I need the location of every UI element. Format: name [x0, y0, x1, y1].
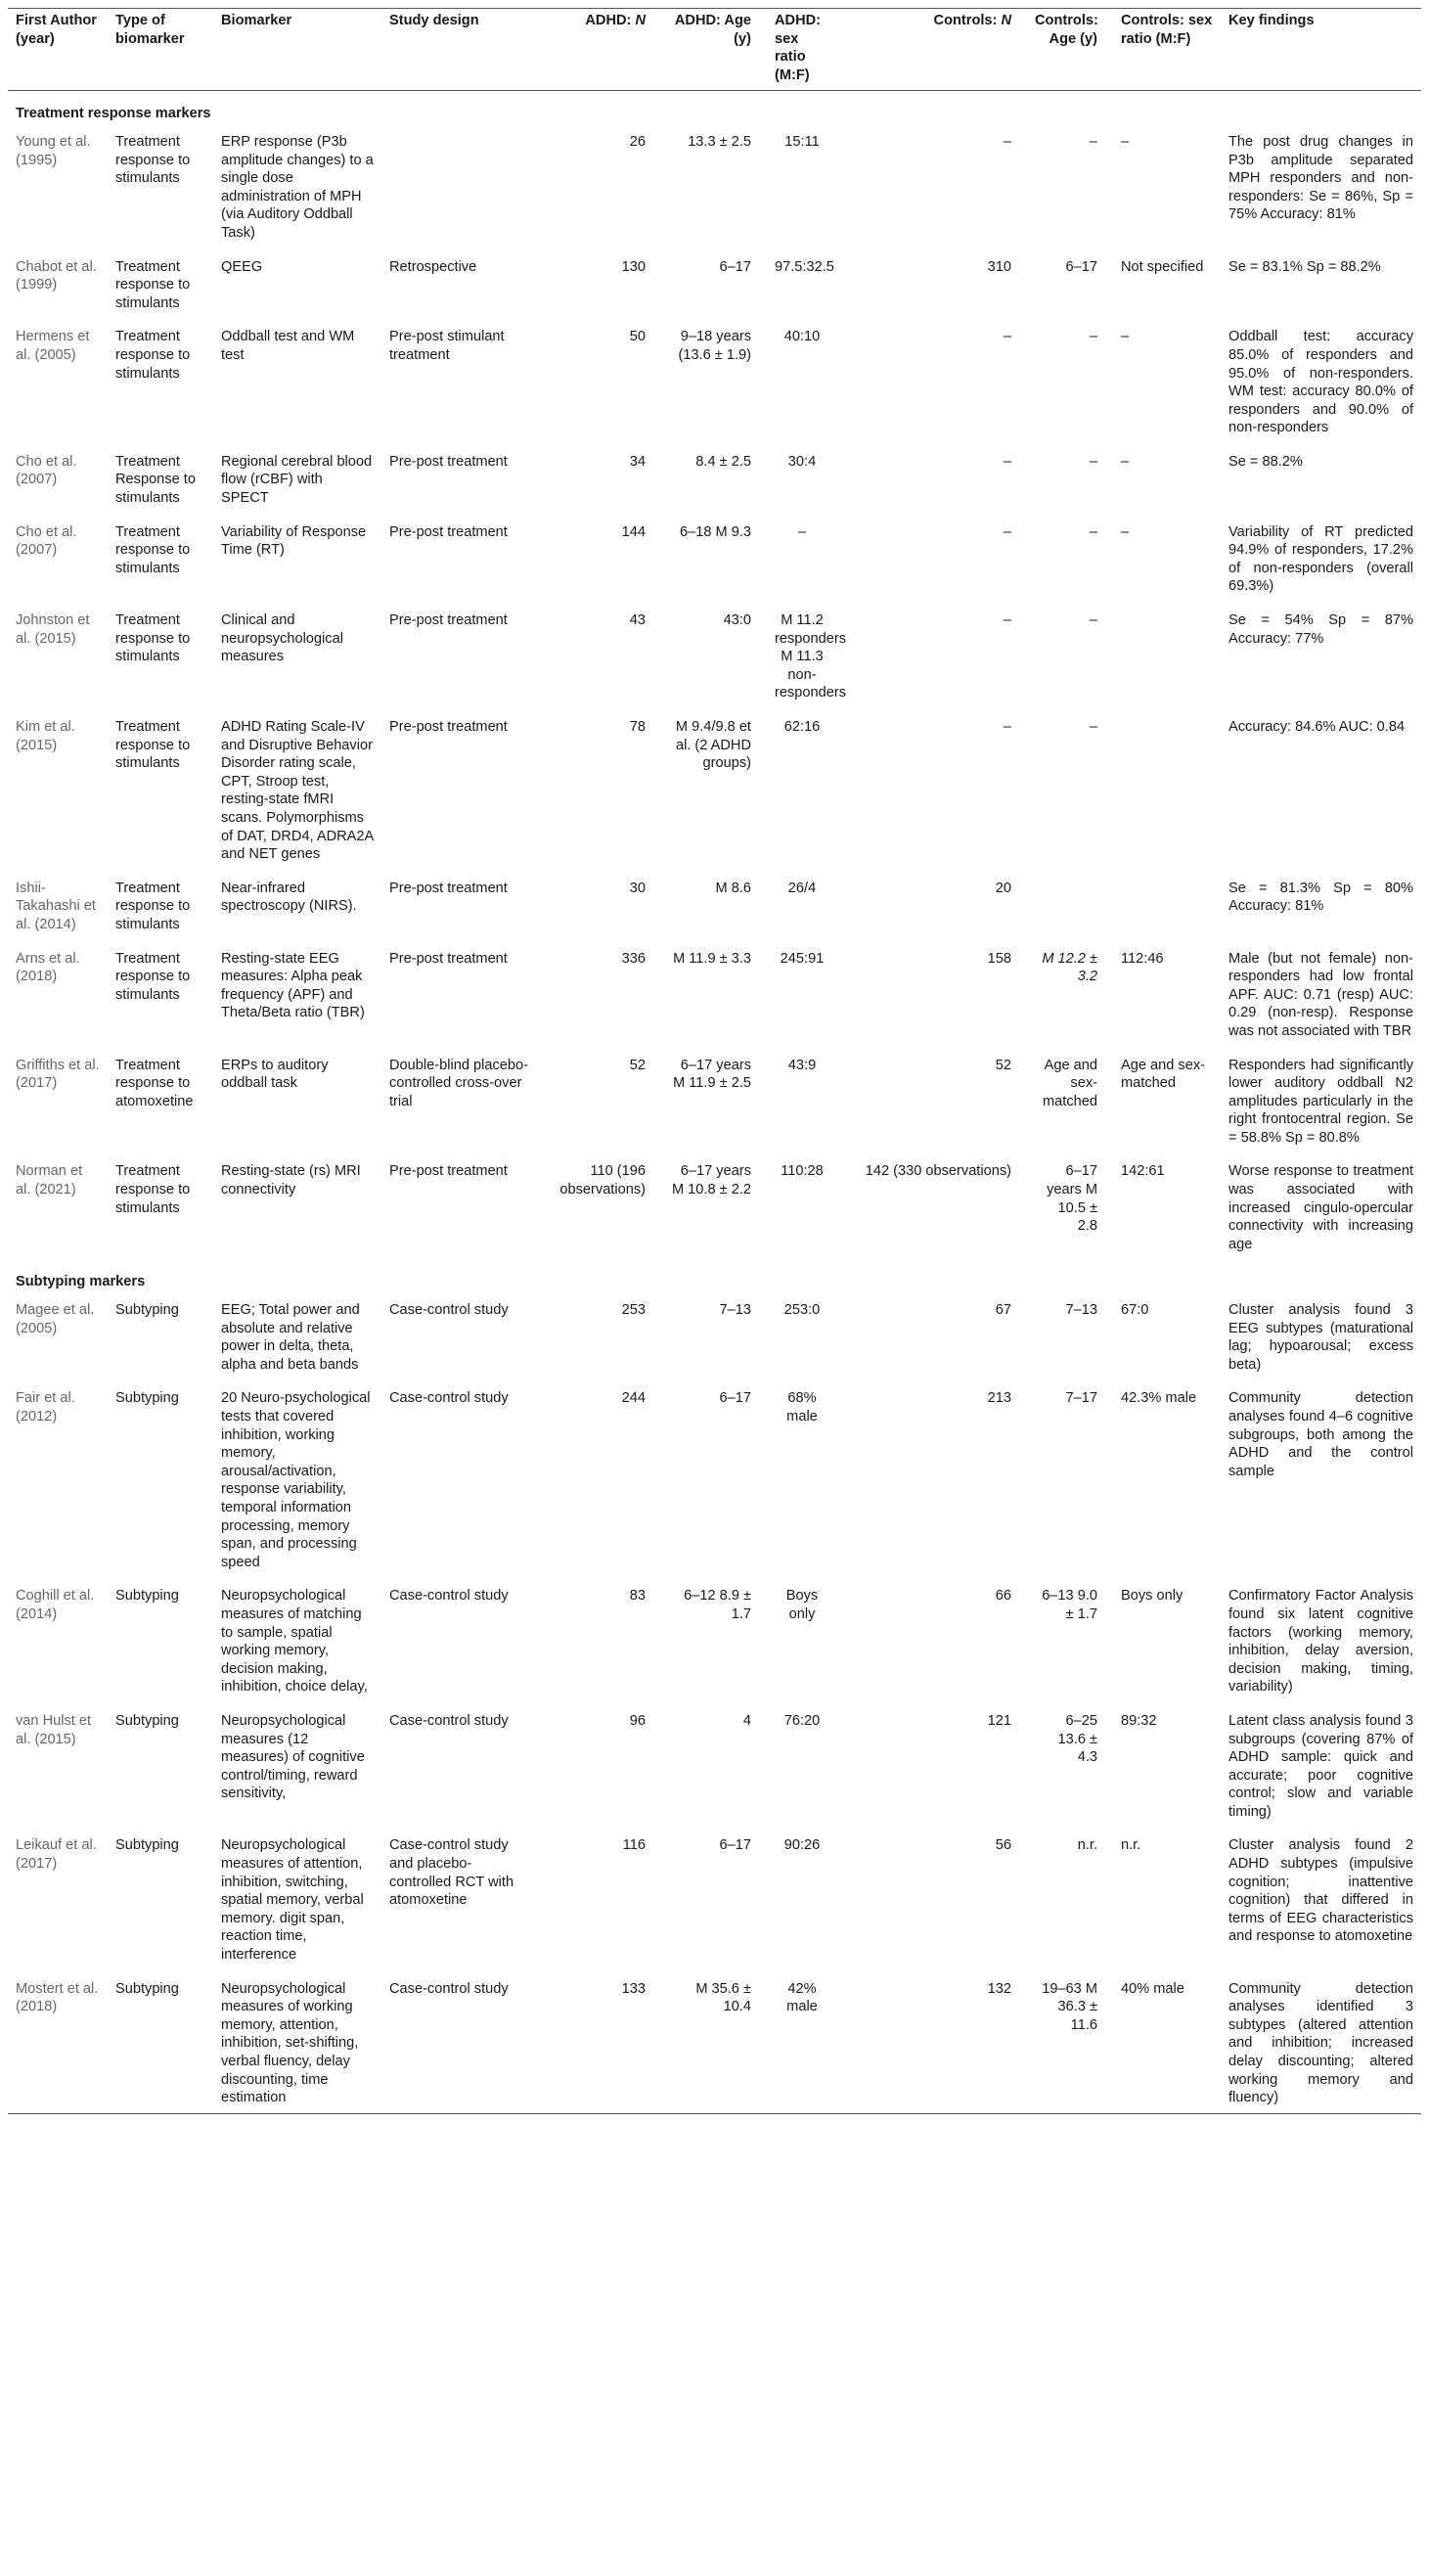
cell-biomarker: Neuropsychological measures of working memory, attention, inhibition, set-shifting, verbal fluency, delay discounting, time estimation: [213, 1970, 381, 2114]
cell-author: Arns et al. (2018): [16, 950, 80, 985]
table-row: [8, 870, 1421, 940]
cell-type: Treatment response to stimulants: [115, 1163, 191, 1216]
cell-findings: Oddball test: accuracy 85.0% of responders and 95.0% of non-responders. WM test: accuracy 80.0% of responders and 90.0% of non-responders: [1228, 329, 1413, 436]
cell-type: Treatment Response to stimulants: [115, 453, 196, 507]
cell-ctrl-age: –: [1089, 329, 1097, 345]
cell-ctrl-n: –: [1003, 133, 1011, 150]
cell-adhd-age: 9–18 years (13.6 ± 1.9): [678, 329, 751, 363]
cell-type: Treatment response to atomoxetine: [115, 1057, 194, 1109]
table-row: [8, 940, 1421, 1047]
cell-ctrl-sex: 40% male: [1113, 1970, 1221, 2114]
cell-ctrl-n: 56: [995, 1837, 1011, 1854]
header-type: Type of biomarker: [108, 9, 213, 91]
cell-adhd-age: 6–17: [719, 258, 751, 275]
cell-findings: Se = 83.1% Sp = 88.2%: [1228, 258, 1381, 275]
cell-ctrl-age: [1027, 870, 1113, 940]
cell-ctrl-age: –: [1089, 133, 1097, 150]
cell-ctrl-n: 66: [995, 1588, 1011, 1604]
cell-type: Treatment response to stimulants: [115, 950, 191, 1003]
header-ctrl-sex: Controls: sex ratio (M:F): [1113, 9, 1221, 91]
cell-author: Kim et al. (2015): [16, 719, 75, 753]
cell-adhd-sex: 40:10: [783, 329, 821, 345]
cell-ctrl-sex: –: [1121, 453, 1130, 470]
cell-adhd-n: 34: [629, 453, 646, 470]
cell-ctrl-age: –: [1089, 612, 1097, 629]
cell-adhd-age: 6–17: [719, 1390, 751, 1407]
cell-adhd-age: 6–17 years M 10.8 ± 2.2: [671, 1163, 751, 1198]
cell-ctrl-age: 7–17: [1065, 1390, 1097, 1407]
cell-biomarker: 20 Neuro-psychological tests that covered inhibition, working memory, arousal/activation, response variability, temporal information processing, memory span, and processing speed: [221, 1390, 371, 1570]
cell-adhd-sex: 253:0: [783, 1302, 821, 1319]
table-row: [8, 1291, 1421, 1379]
cell-author: Young et al. (1995): [16, 133, 91, 168]
cell-type: Subtyping: [108, 1970, 213, 2114]
header-adhd-age: ADHD: Age (y): [661, 9, 767, 91]
cell-design: Case-control study: [389, 1588, 509, 1604]
cell-author: Leikauf et al. (2017): [16, 1837, 97, 1873]
header-ctrl-age: Controls: Age (y): [1027, 9, 1113, 91]
cell-type: Treatment response to stimulants: [115, 719, 191, 772]
cell-adhd-sex: 43:9: [787, 1057, 817, 1073]
cell-design: Case-control study: [389, 1712, 509, 1729]
cell-adhd-sex: 68% male: [786, 1390, 818, 1424]
cell-ctrl-age: –: [1089, 523, 1097, 540]
cell-ctrl-sex: –: [1121, 523, 1130, 540]
cell-adhd-age: 43:0: [723, 612, 751, 629]
cell-findings: Accuracy: 84.6% AUC: 0.84: [1228, 719, 1406, 735]
cell-ctrl-n: –: [1003, 719, 1011, 735]
cell-adhd-n: 50: [629, 329, 646, 345]
cell-ctrl-age: M 12.2 ± 3.2: [1042, 950, 1097, 985]
cell-design: Pre-post treatment: [389, 453, 508, 470]
cell-ctrl-n: –: [1003, 453, 1011, 470]
cell-ctrl-sex: Not specified: [1121, 258, 1204, 275]
section-heading-row: [8, 1259, 1421, 1291]
cell-adhd-sex: 76:20: [783, 1712, 821, 1729]
cell-adhd-n: 253: [621, 1302, 646, 1319]
cell-ctrl-sex: [1113, 870, 1221, 940]
table-row: [8, 1152, 1421, 1259]
header-author: First Author (year): [8, 9, 108, 91]
cell-design: Case-control study: [381, 1970, 536, 2114]
cell-ctrl-n: 142 (330 observations): [865, 1163, 1011, 1180]
cell-adhd-sex: 110:28: [781, 1163, 824, 1180]
cell-ctrl-n: 132: [837, 1970, 1027, 2114]
cell-adhd-n: 110 (196 observations): [559, 1163, 646, 1198]
section-heading: Subtyping markers: [16, 1274, 146, 1290]
cell-biomarker: Resting-state (rs) MRI connectivity: [221, 1163, 361, 1198]
cell-adhd-n: 133: [536, 1970, 661, 2114]
table-row: [8, 1047, 1421, 1153]
cell-ctrl-n: 121: [987, 1712, 1011, 1729]
cell-adhd-n: 144: [621, 523, 646, 540]
cell-biomarker: Neuropsychological measures (12 measures) of cognitive control/timing, reward sensitivity,: [221, 1712, 365, 1802]
cell-design: Double-blind placebo-controlled cross-over trial: [389, 1057, 528, 1109]
cell-type: Treatment response to stimulants: [115, 612, 191, 665]
cell-adhd-n: 83: [629, 1588, 646, 1604]
cell-adhd-n: 336: [621, 950, 646, 967]
cell-author: Cho et al. (2007): [16, 453, 77, 488]
cell-adhd-age: M 8.6: [715, 880, 751, 896]
table-row: [8, 1970, 1421, 2114]
cell-design: Pre-post treatment: [389, 1163, 508, 1180]
cell-author: Magee et al. (2005): [16, 1302, 95, 1336]
table-row: [8, 1702, 1421, 1828]
table-row: [8, 1827, 1421, 1969]
cell-adhd-age: M 35.6 ± 10.4: [661, 1970, 767, 2114]
cell-adhd-n: 43: [629, 612, 646, 629]
cell-author: Griffiths et al. (2017): [16, 1057, 100, 1092]
cell-type: Treatment response to stimulants: [115, 258, 191, 311]
cell-author: van Hulst et al. (2015): [16, 1712, 92, 1747]
cell-adhd-n: 96: [629, 1712, 646, 1729]
header-adhd-sex: ADHD: sex ratio (M:F): [767, 9, 837, 91]
cell-ctrl-n: 67: [995, 1302, 1011, 1319]
cell-type: Subtyping: [115, 1302, 179, 1319]
cell-design: Pre-post treatment: [389, 950, 508, 967]
cell-findings: Confirmatory Factor Analysis found six latent cognitive factors (working memory, inhibition, delay aversion, decision making, timing, variability): [1228, 1588, 1413, 1695]
header-biomarker: Biomarker: [213, 9, 381, 91]
cell-biomarker: Resting-state EEG measures: Alpha peak frequency (APF) and Theta/Beta ratio (TBR): [221, 950, 365, 1021]
cell-adhd-n: 30: [629, 880, 646, 896]
cell-ctrl-n: 213: [987, 1390, 1011, 1407]
cell-adhd-n: 244: [621, 1390, 646, 1407]
table-row: [8, 1379, 1421, 1577]
cell-biomarker: Neuropsychological measures of attention, inhibition, switching, spatial memory, verbal memory. digit span, reaction time, interference: [221, 1837, 364, 1964]
cell-ctrl-n: 158: [987, 950, 1011, 967]
cell-findings: Cluster analysis found 2 ADHD subtypes (impulsive cognition; inattentive cognition) that differed in terms of EEG characteristics and response to atomoxetine: [1228, 1837, 1413, 1945]
cell-author: Mostert et al. (2018): [8, 1970, 108, 2114]
cell-biomarker: ERPs to auditory oddball task: [221, 1057, 329, 1092]
cell-design: Pre-post stimulant treatment: [389, 329, 505, 363]
cell-biomarker: Regional cerebral blood flow (rCBF) with SPECT: [221, 453, 373, 507]
cell-ctrl-sex: 67:0: [1121, 1302, 1149, 1319]
cell-biomarker: ERP response (P3b amplitude changes) to a single dose administration of MPH (via Auditory Oddball Task): [221, 133, 374, 241]
biomarker-table: [8, 8, 1421, 2114]
cell-type: Subtyping: [115, 1390, 179, 1407]
cell-biomarker: ADHD Rating Scale-IV and Disruptive Behavior Disorder rating scale, CPT, Stroop test, resting-state fMRI scans. Polymorphisms of DAT, DRD4, ADRA2A and NET genes: [221, 719, 374, 863]
cell-biomarker: Oddball test and WM test: [221, 329, 355, 363]
table-body: [8, 91, 1421, 2113]
cell-findings: Community detection analyses found 4–6 cognitive subgroups, both among the ADHD and the control sample: [1228, 1390, 1413, 1479]
cell-ctrl-sex: n.r.: [1121, 1837, 1141, 1854]
cell-type: Subtyping: [115, 1837, 179, 1854]
cell-design: Pre-post treatment: [389, 612, 508, 629]
cell-adhd-sex: 62:16: [783, 719, 821, 735]
cell-adhd-n: 116: [622, 1837, 646, 1854]
cell-adhd-age: 8.4 ± 2.5: [695, 453, 751, 470]
cell-findings: Se = 54% Sp = 87% Accuracy: 77%: [1228, 612, 1413, 647]
cell-findings: Cluster analysis found 3 EEG subtypes (maturational lag; hypoarousal; excess beta): [1228, 1302, 1413, 1373]
cell-author: Chabot et al. (1999): [16, 258, 97, 294]
cell-ctrl-sex: Boys only: [1121, 1588, 1183, 1604]
cell-findings: Worse response to treatment was associated with increased cingulo-opercular connectivity with increasing age: [1228, 1163, 1413, 1252]
cell-findings: Community detection analyses identified 3 subtypes (altered attention and inhibition; increased delay discounting; altered working memory and fluency): [1221, 1970, 1421, 2114]
cell-author: Ishii-Takahashi et al. (2014): [16, 880, 96, 932]
cell-ctrl-age: 6–13 9.0 ± 1.7: [1042, 1588, 1097, 1622]
cell-ctrl-sex: 112:46: [1121, 950, 1164, 967]
cell-adhd-sex: 97.5:32.5: [775, 258, 834, 275]
cell-ctrl-age: 6–25 13.6 ± 4.3: [1057, 1712, 1097, 1766]
cell-adhd-age: M 9.4/9.8 et al. (2 ADHD groups): [675, 719, 751, 772]
cell-adhd-age: 6–17: [719, 1837, 751, 1854]
cell-adhd-n: 26: [629, 133, 646, 150]
cell-findings: Male (but not female) non-responders had low frontal APF. AUC: 0.71 (resp) AUC: 0.29 (non-resp). Response was not associated with TBR: [1228, 950, 1413, 1039]
cell-adhd-n: 130: [621, 258, 646, 275]
cell-ctrl-n: –: [1003, 523, 1011, 540]
cell-ctrl-sex: 142:61: [1121, 1163, 1165, 1180]
table-row: [8, 443, 1421, 514]
cell-adhd-age: 13.3 ± 2.5: [688, 133, 751, 150]
cell-ctrl-sex: 89:32: [1121, 1712, 1157, 1729]
cell-ctrl-n: 310: [987, 258, 1011, 275]
header-row: [8, 9, 1421, 91]
cell-design: Case-control study: [389, 1390, 509, 1407]
cell-author: Norman et al. (2021): [16, 1163, 83, 1198]
cell-findings: Se = 88.2%: [1228, 453, 1303, 470]
section-heading-row: [8, 91, 1421, 123]
cell-adhd-sex: 245:91: [780, 950, 825, 967]
cell-adhd-sex: 30:4: [787, 453, 817, 470]
cell-biomarker: EEG; Total power and absolute and relative power in delta, theta, alpha and beta bands: [221, 1302, 360, 1373]
header-adhd-n: ADHD: N: [536, 9, 661, 91]
table-row: [8, 1577, 1421, 1702]
cell-adhd-n: 78: [629, 719, 646, 735]
cell-author: Hermens et al. (2005): [16, 329, 90, 363]
table-row: [8, 318, 1421, 443]
cell-adhd-sex: 26/4: [787, 880, 817, 896]
cell-ctrl-age: Age and sex-matched: [1043, 1057, 1097, 1109]
cell-ctrl-sex: [1113, 708, 1221, 870]
cell-type: Treatment response to stimulants: [115, 880, 191, 932]
cell-findings: Latent class analysis found 3 subgroups (covering 87% of ADHD sample: quick and accurate; poor cognitive control; slow and variable timing): [1228, 1712, 1413, 1820]
cell-design: Pre-post treatment: [389, 880, 508, 896]
cell-biomarker: Near-infrared spectroscopy (NIRS).: [221, 880, 357, 915]
cell-adhd-sex: 42% male: [767, 1970, 837, 2114]
cell-adhd-sex: –: [797, 523, 807, 540]
cell-adhd-age: 6–12 8.9 ± 1.7: [684, 1588, 751, 1622]
cell-ctrl-sex: –: [1121, 133, 1130, 150]
cell-findings: The post drug changes in P3b amplitude separated MPH responders and non-responders: Se = 86%, Sp = 75% Accuracy: 81%: [1228, 133, 1413, 223]
cell-adhd-age: 6–17 years M 11.9 ± 2.5: [673, 1057, 751, 1092]
table-row: [8, 123, 1421, 249]
header-ctrl-n: Controls: N: [837, 9, 1027, 91]
cell-adhd-n: 52: [629, 1057, 646, 1073]
header-findings: Key findings: [1221, 9, 1421, 91]
cell-author: Cho et al. (2007): [16, 523, 77, 559]
cell-ctrl-age: –: [1089, 719, 1097, 735]
cell-adhd-sex: M 11.2 responders M 11.3 non-responders: [775, 612, 847, 701]
cell-ctrl-n: 52: [995, 1057, 1011, 1073]
cell-ctrl-sex: 42.3% male: [1121, 1390, 1197, 1407]
cell-author: Fair et al. (2012): [16, 1390, 75, 1424]
cell-adhd-age: 4: [742, 1712, 751, 1729]
cell-ctrl-sex: [1113, 602, 1221, 708]
cell-biomarker: Variability of Response Time (RT): [221, 523, 367, 559]
cell-ctrl-age: 6–17 years M 10.5 ± 2.8: [1047, 1163, 1097, 1235]
cell-design: Case-control study and placebo-controlled RCT with atomoxetine: [389, 1837, 514, 1909]
cell-adhd-age: M 11.9 ± 3.3: [673, 950, 751, 967]
cell-adhd-sex: 15:11: [784, 133, 820, 150]
cell-ctrl-sex: –: [1121, 329, 1130, 345]
cell-ctrl-age: 7–13: [1065, 1302, 1097, 1319]
cell-design: Retrospective: [389, 258, 477, 275]
cell-ctrl-age: 6–17: [1065, 258, 1097, 275]
cell-biomarker: Neuropsychological measures of matching to sample, spatial working memory, decision making, inhibition, choice delay,: [221, 1588, 368, 1695]
cell-ctrl-age: –: [1089, 453, 1097, 470]
cell-ctrl-sex: Age and sex-matched: [1121, 1057, 1205, 1092]
header-design: Study design: [381, 9, 536, 91]
cell-biomarker: QEEG: [221, 258, 263, 275]
cell-design: Case-control study: [389, 1302, 509, 1319]
cell-type: Treatment response to stimulants: [115, 329, 191, 382]
table-row: [8, 708, 1421, 870]
cell-design: [381, 123, 536, 249]
cell-findings: Responders had significantly lower auditory oddball N2 amplitudes particularly in the right frontocentral region. Se = 58.8% Sp = 80.8%: [1228, 1057, 1413, 1146]
cell-design: Pre-post treatment: [389, 523, 508, 540]
cell-ctrl-n: –: [1003, 612, 1011, 629]
cell-adhd-sex: 90:26: [783, 1837, 821, 1854]
cell-type: Subtyping: [115, 1712, 179, 1729]
cell-type: Subtyping: [115, 1588, 179, 1604]
cell-design: Pre-post treatment: [389, 719, 508, 735]
cell-ctrl-n: –: [1003, 329, 1011, 345]
cell-findings: Se = 81.3% Sp = 80% Accuracy: 81%: [1228, 880, 1413, 915]
cell-type: Treatment response to stimulants: [115, 523, 191, 576]
table-row: [8, 514, 1421, 602]
section-heading: Treatment response markers: [16, 106, 211, 122]
cell-ctrl-age: 19–63 M 36.3 ± 11.6: [1027, 1970, 1113, 2114]
cell-ctrl-age: n.r.: [1077, 1837, 1097, 1854]
cell-biomarker: Clinical and neuropsychological measures: [221, 612, 343, 665]
cell-adhd-age: 7–13: [719, 1302, 751, 1319]
cell-ctrl-n: 20: [995, 880, 1011, 896]
cell-adhd-age: 6–18 M 9.3: [679, 523, 751, 540]
cell-type: Treatment response to stimulants: [115, 133, 191, 187]
cell-adhd-sex: Boys only: [785, 1588, 819, 1622]
table-row: [8, 249, 1421, 319]
cell-findings: Variability of RT predicted 94.9% of responders, 17.2% of non-responders (overall 69.3%): [1228, 523, 1413, 595]
table-row: [8, 602, 1421, 708]
cell-author: Coghill et al. (2014): [16, 1588, 95, 1622]
cell-author: Johnston et al. (2015): [16, 612, 90, 647]
